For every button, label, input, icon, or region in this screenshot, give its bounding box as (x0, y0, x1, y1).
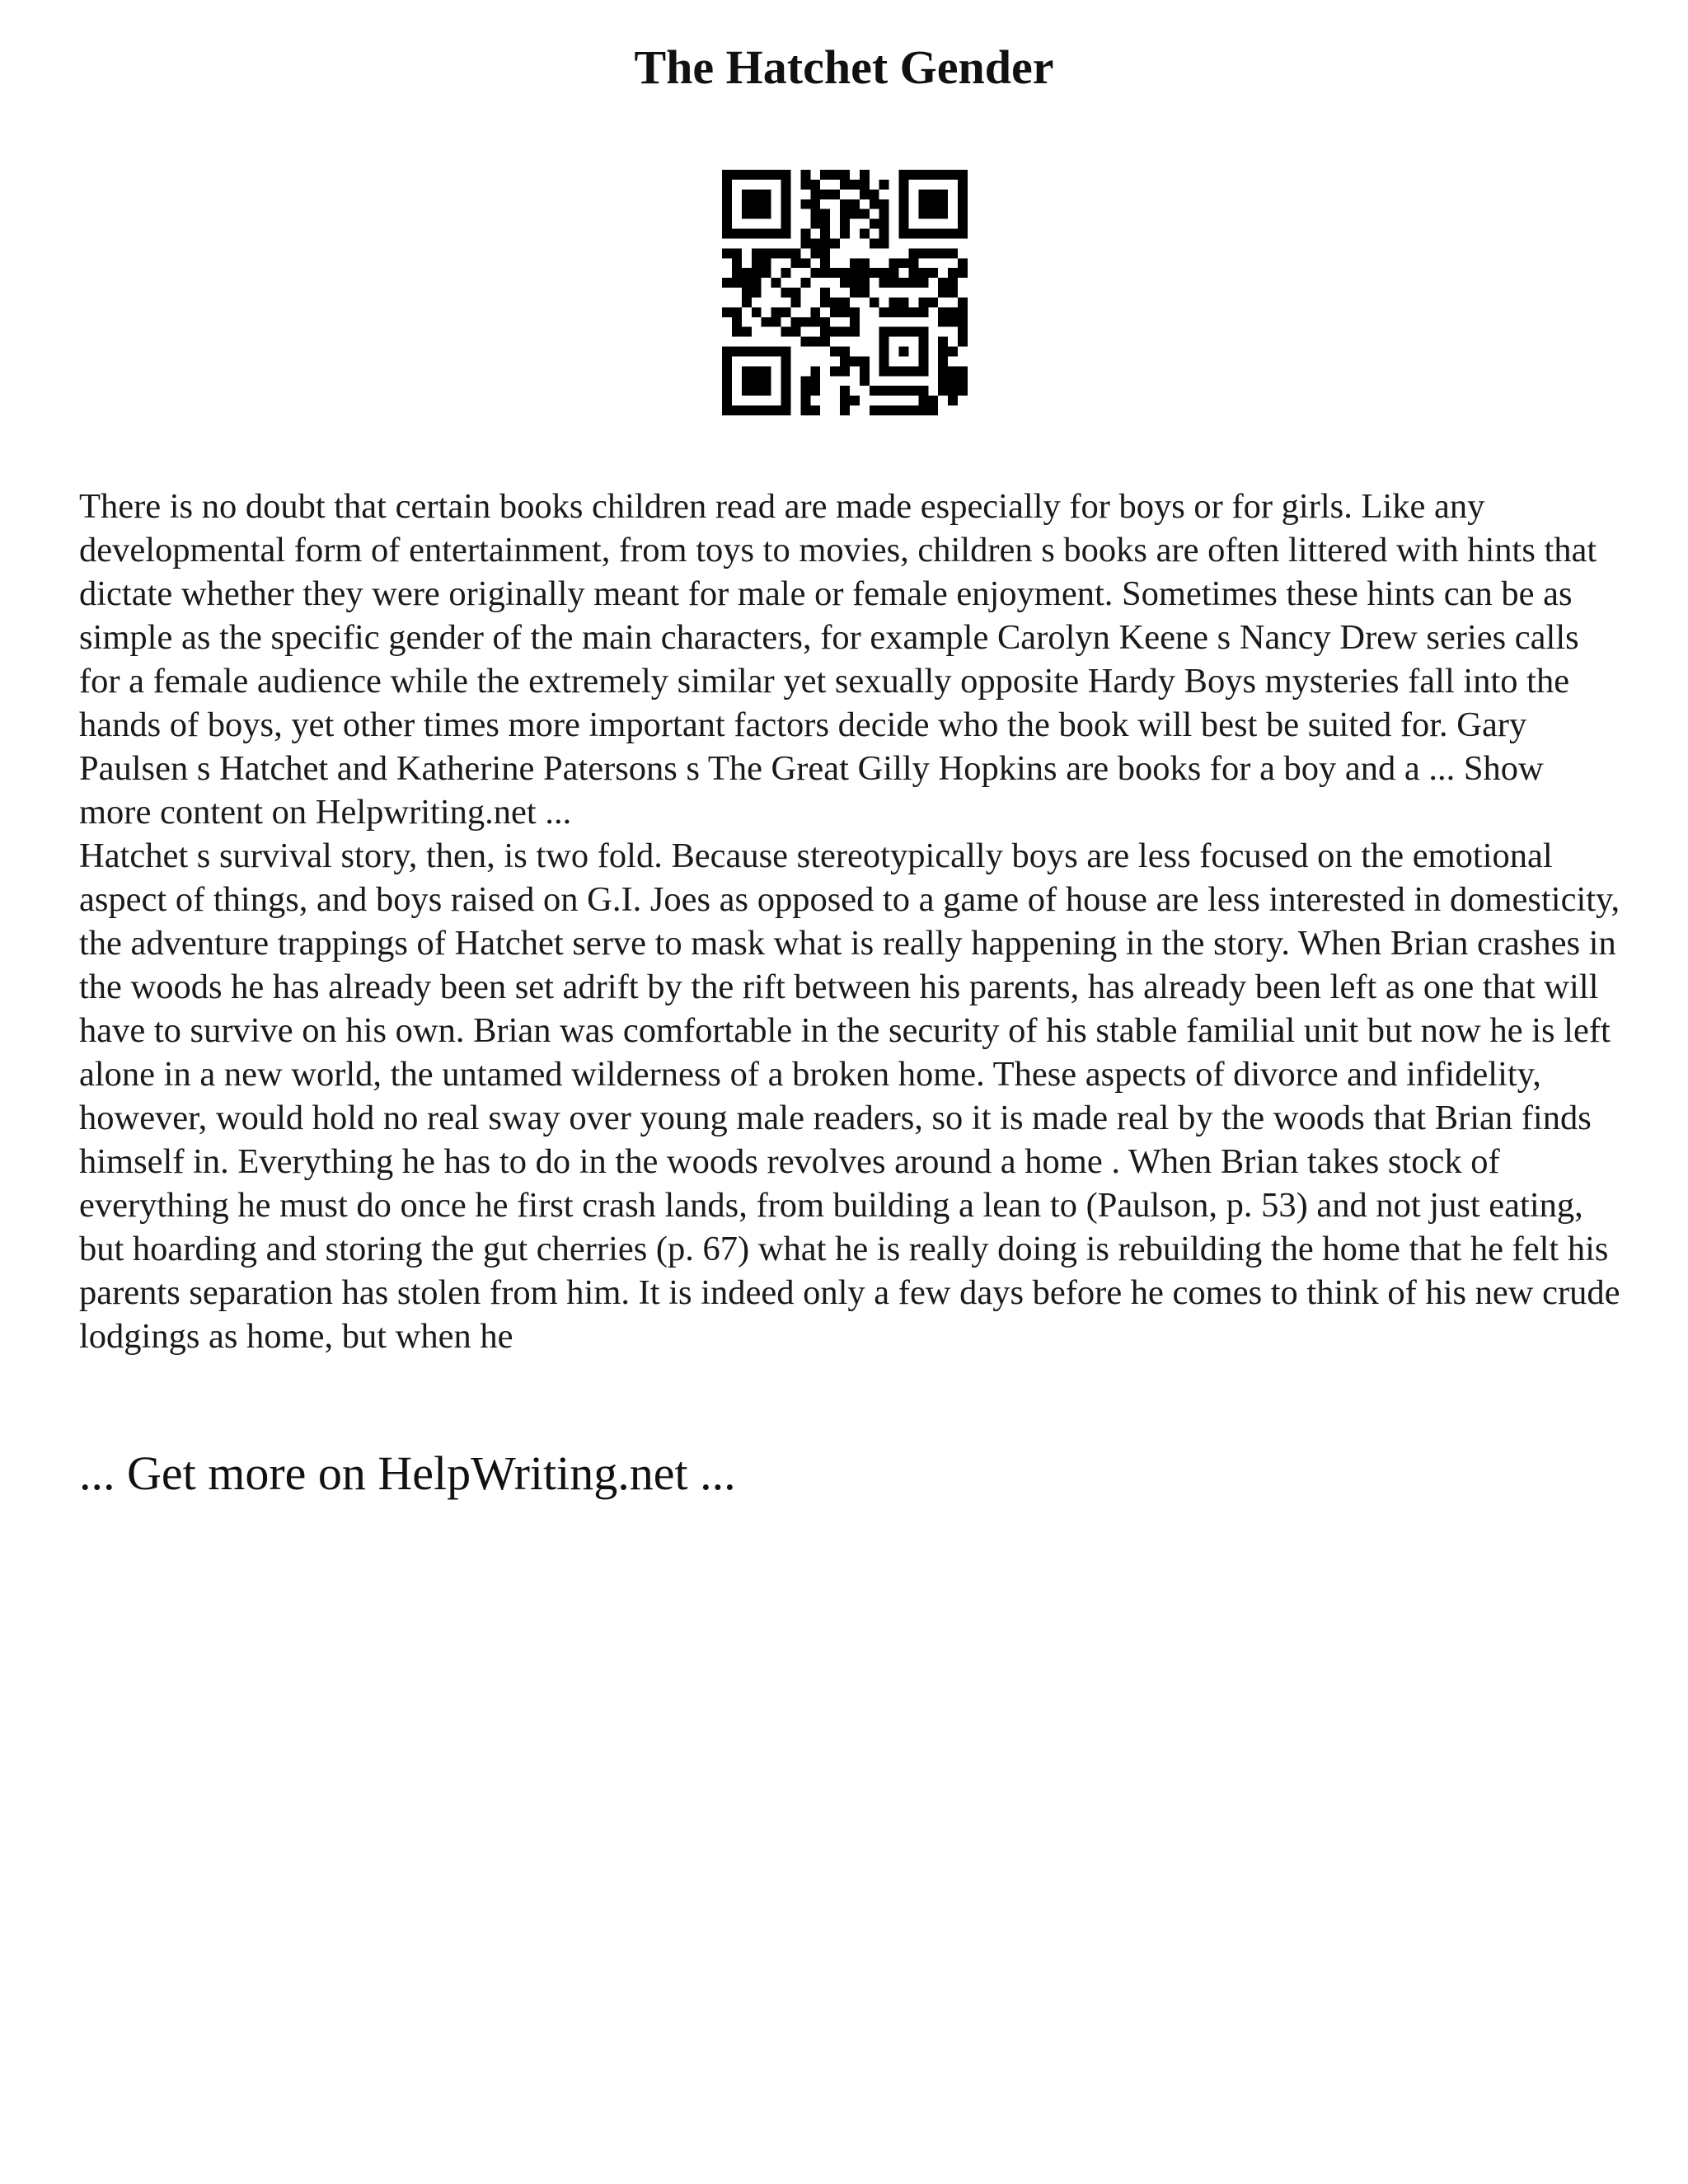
page-title: The Hatchet Gender (634, 40, 1054, 94)
paragraph-intro: There is no doubt that certain books children read are made especially for boys or for girls. Like any developmental form of entertainment, from toys to movies, children s books are often littered with hints that dictate whether they were originally meant for male or female enjoyment. Sometimes these hints can be as simple as the specific gender of the main characters, for example Carolyn Keene s Nancy Drew series calls for a female audience while the extremely similar yet sexually opposite Hardy Boys mysteries fall into the hands of boys, yet other times more important factors decide who the book will best be suited for. Gary Paulsen s Hatchet and Katherine Patersons s The Great Gilly Hopkins are books for a boy and a ... Show more content on Helpwriting.net ... (79, 487, 1597, 832)
paragraph-survival: Hatchet s survival story, then, is two fold. Because stereotypically boys are less focused on the emotional aspect of things, and boys raised on G.I. Joes as opposed to a game of house are less interested in domesticity, the adventure trappings of Hatchet serve to mask what is really happening in the story. When Brian crashes in the woods he has already been set adrift by the rift between his parents, has already been left as one that will have to survive on his own. Brian was comfortable in the security of his stable familial unit but now he is left alone in a new world, the untamed wilderness of a broken home. These aspects of divorce and infidelity, however, would hold no real sway over young male readers, so it is made real by the woods that Brian finds himself in. Everything he has to do in the woods revolves around a home . When Brian takes stock of everything he must do once he first crash lands, from building a lean to (Paulson, p. 53) and not just eating, but hoarding and storing the gut cherries (p. 67) what he is really doing is rebuilding the home that he felt his parents separation has stolen from him. It is indeed only a few days before he comes to think of his new crude lodgings as home, but when he (79, 837, 1620, 1356)
article-body (79, 485, 1620, 1358)
get-more-link[interactable]: ... Get more on HelpWriting.net ... (79, 1446, 736, 1500)
qr-code-icon[interactable] (722, 170, 968, 415)
